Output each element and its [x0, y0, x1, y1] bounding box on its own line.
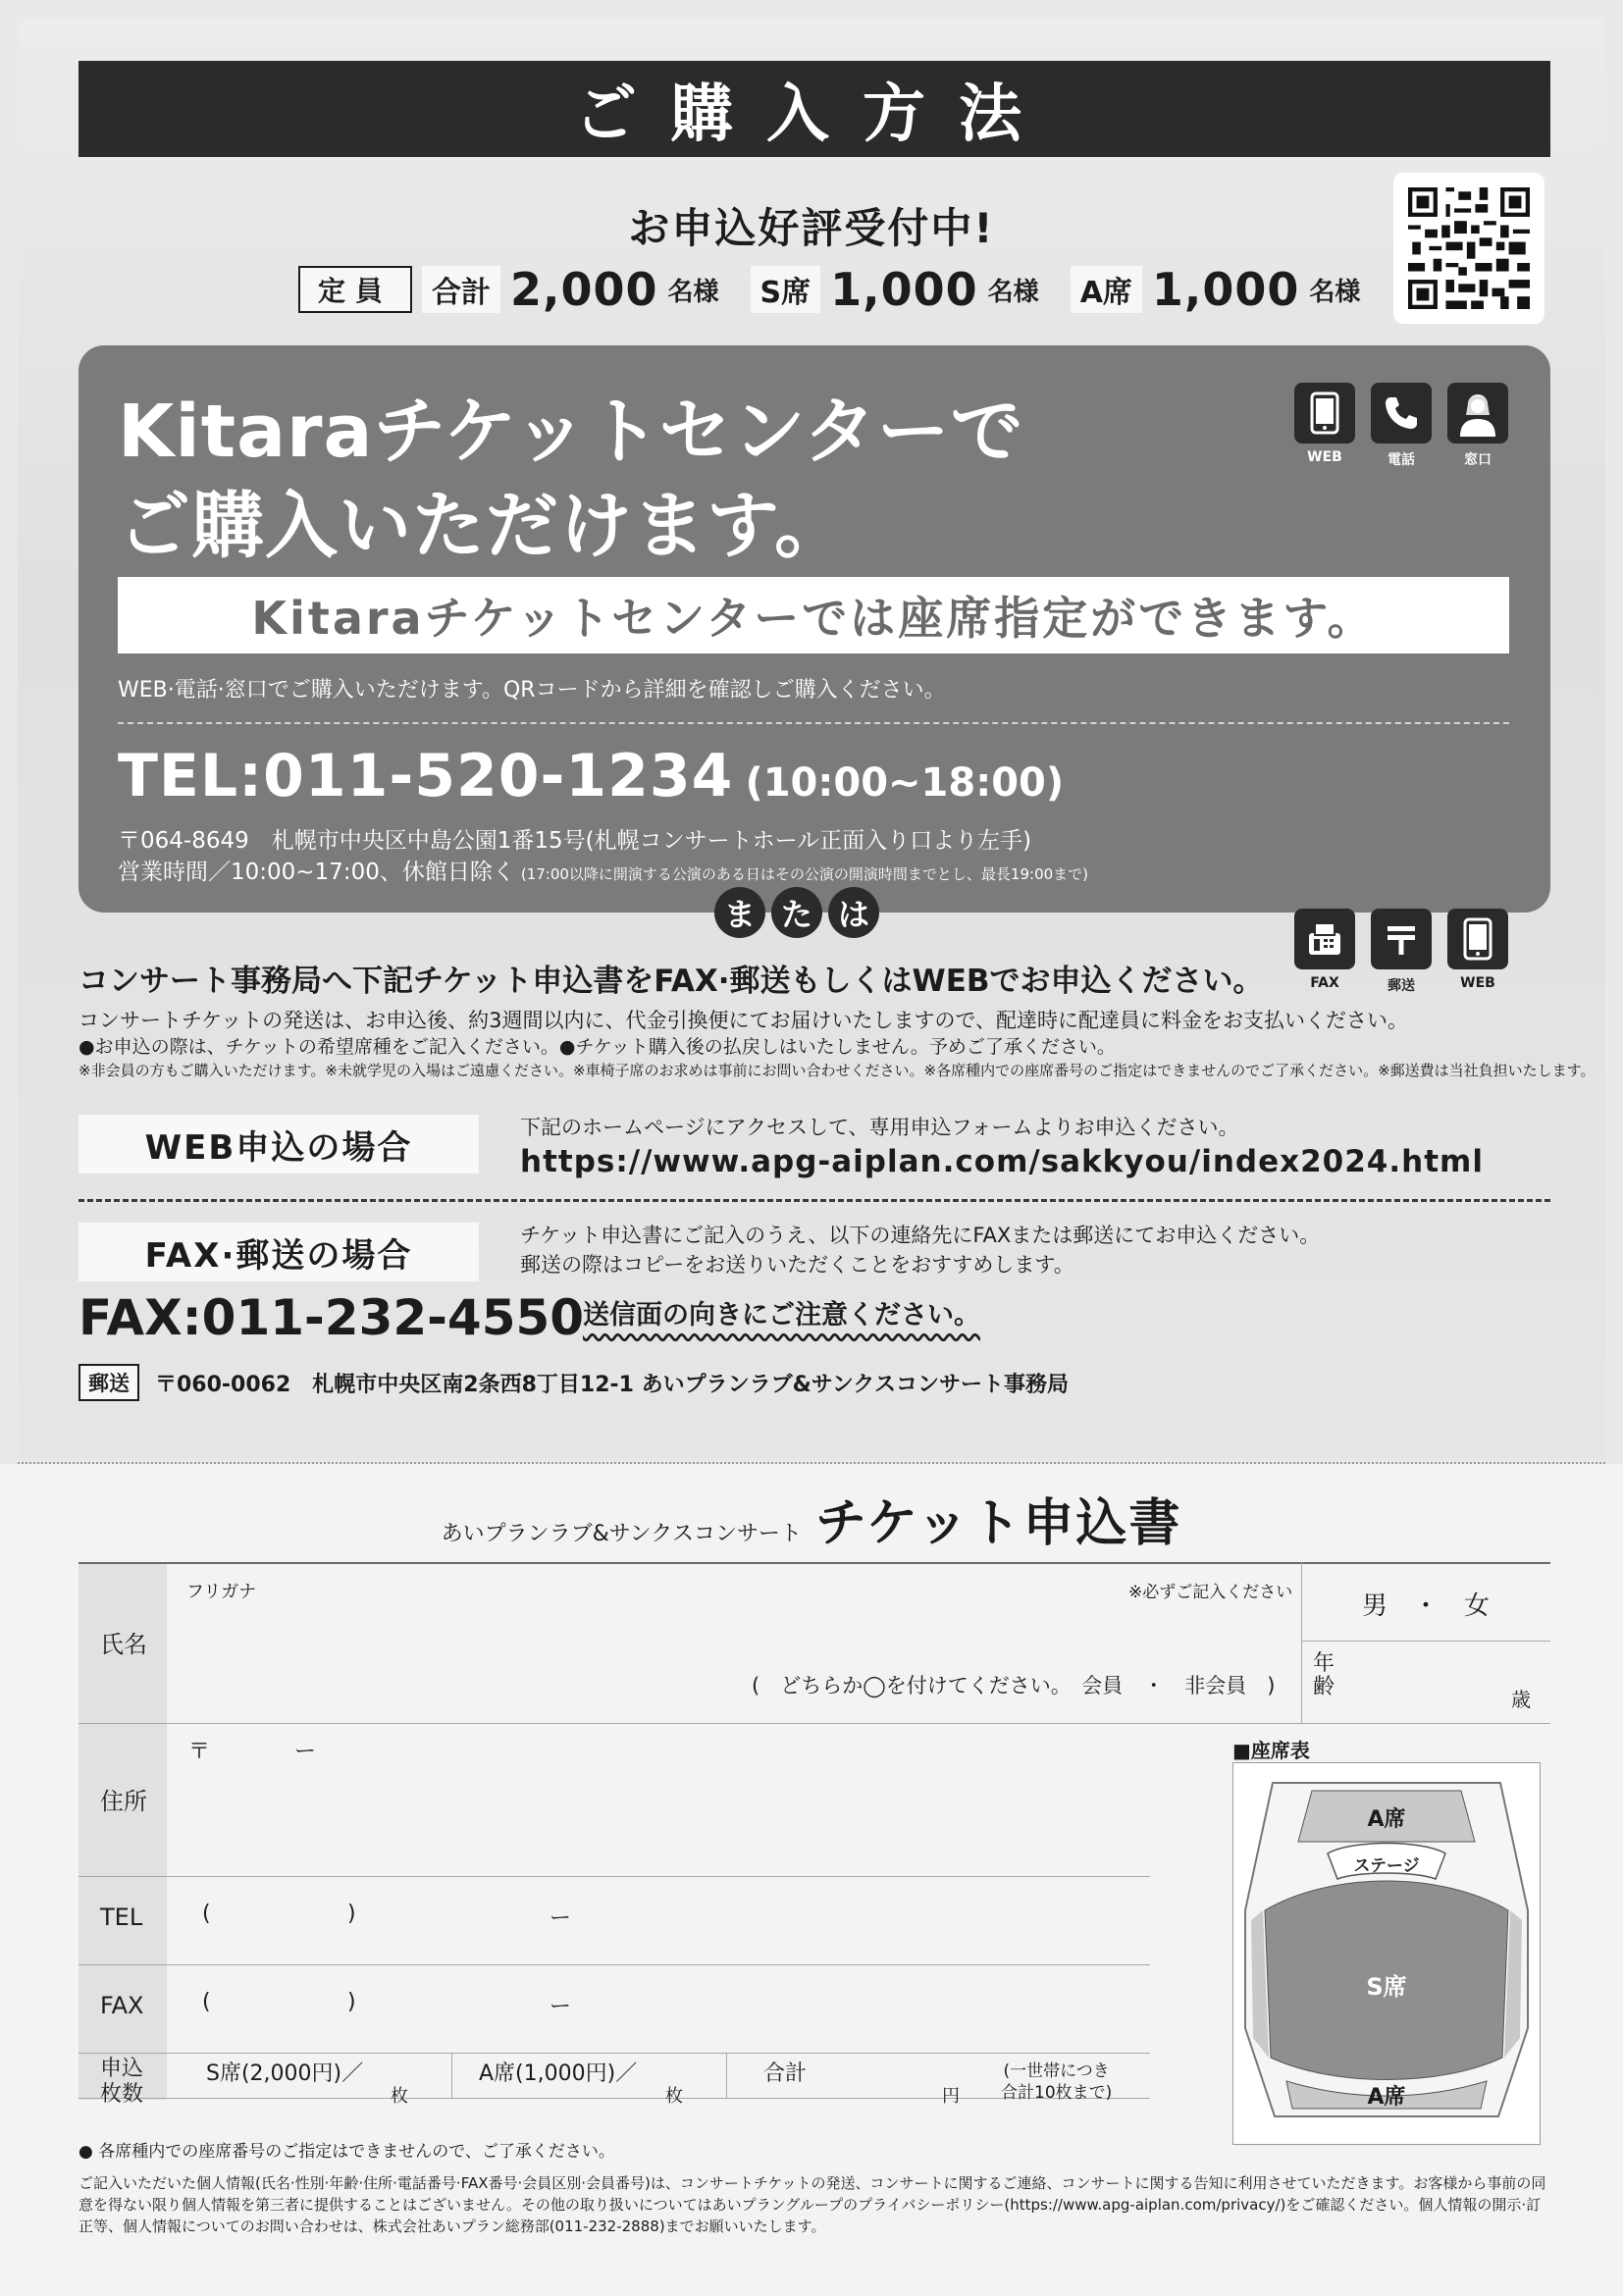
form-title: [0, 1482, 1623, 1555]
fax-mail-desc-line2: 郵送の際はコピーをお送りいただくことをおすすめします。: [520, 1253, 1074, 1277]
now-accepting-heading: お申込好評受付中!: [628, 204, 995, 252]
a-seat-quantity-field[interactable]: [479, 2082, 655, 2098]
fax-mail-apply-label: FAX·郵送の場合: [79, 1223, 479, 1281]
form-rule-vertical: [451, 2053, 452, 2098]
seat-selection-note: Kitaraチケットセンターでは座席指定ができます。: [118, 577, 1509, 653]
ticket-center-phone: [118, 742, 1064, 810]
phone-icon: [1371, 383, 1432, 444]
form-rule: [79, 1964, 1150, 1965]
qr-code-icon: [1408, 187, 1530, 309]
tel-label: TEL: [100, 1904, 143, 1931]
mail-tag: 郵送: [79, 1364, 139, 1401]
total-amount-label: 合計: [763, 2061, 808, 2086]
panel-divider: [118, 722, 1509, 724]
total-amount-unit: 円: [942, 2086, 960, 2107]
or-char: は: [828, 887, 879, 938]
fax-mail-desc-line1: チケット申込書にご記入のうえ、以下の連絡先にFAXまたは郵送にてお申込ください。: [520, 1224, 1321, 1247]
form-subtitle: あいプランラブ&サンクスコンサート: [441, 1522, 803, 1546]
seat-chart-label: ■座席表: [1232, 1739, 1310, 1762]
ticket-center-tel-hours: (10:00~18:00): [745, 760, 1065, 806]
form-rule: [79, 2098, 1150, 2099]
a-seat-value: 1,000: [1151, 263, 1300, 316]
fax-paren-open: (: [202, 1990, 211, 2014]
address-label: 住所: [100, 1788, 147, 1815]
tel-field[interactable]: [216, 1892, 1138, 1951]
web-apply-description: 下記のホームページにアクセスして、専用申込フォームよりお申込ください。: [520, 1116, 1239, 1139]
member-choice[interactable]: ( どちらか◯を付けてください。 会員 ・ 非会員 ): [752, 1674, 1276, 1697]
purchase-web: [1293, 383, 1356, 469]
a-seat-unit: 名様: [1309, 277, 1361, 307]
form-rule-vertical: [726, 2053, 727, 2098]
method-divider: [79, 1199, 1550, 1202]
s-seat-value: 1,000: [830, 263, 978, 316]
age-field[interactable]: [1354, 1656, 1501, 1711]
quantity-limit-note: (一世帯につき 合計10枚まで): [1001, 2061, 1113, 2103]
mail-address: 〒060-0062 札幌市中央区南2条西8丁目12-1 あいプランラブ&サンクスコンサート事務局: [155, 1372, 1070, 1397]
mail-address-row: [79, 1364, 1069, 1401]
office-apply-notes: ●お申込の際は、チケットの希望席種をご記入ください。●チケット購入後の払戻しはいたしません。予めご了承ください。: [79, 1036, 1116, 1058]
form-rule: [79, 2053, 1150, 2054]
tel-dash: ー: [550, 1906, 572, 1931]
qr-code[interactable]: [1393, 173, 1544, 324]
smartphone-icon: [1447, 909, 1508, 969]
apply-mail: [1370, 909, 1433, 995]
chart-a-seat-top: A席: [1367, 1807, 1406, 1832]
furigana-label: フリガナ: [186, 1582, 257, 1602]
total-unit: 名様: [667, 277, 719, 307]
clerk-icon: [1447, 383, 1508, 444]
s-seat-label: S席: [751, 266, 821, 313]
apply-fax: [1293, 909, 1356, 995]
apply-fax-caption: FAX: [1310, 975, 1339, 991]
seat-number-footnote: ● 各席種内での座席番号のご指定はできませんので、ご了承ください。: [79, 2142, 615, 2162]
a-seat-label: A席: [1071, 266, 1142, 313]
address-field[interactable]: [216, 1735, 1138, 1868]
ticket-center-address: 〒064-8649 札幌市中央区中島公園1番15号(札幌コンサートホール正面入り口より左手): [118, 828, 1032, 854]
quantity-label: 申込 枚数: [100, 2057, 144, 2107]
web-apply-label: WEB申込の場合: [79, 1115, 479, 1174]
a-seat-quantity-label: A席(1,000円)／: [479, 2061, 638, 2086]
a-seat-sheet-unit: 枚: [665, 2086, 683, 2107]
age-unit: 歳: [1511, 1688, 1531, 1711]
seat-chart-diagram: [1233, 1763, 1540, 2144]
form-rule-vertical: [1301, 1562, 1302, 1723]
web-apply-url[interactable]: https://www.apg-aiplan.com/sakkyou/index2024.html: [520, 1144, 1484, 1179]
required-note: ※必ずご記入ください: [1128, 1583, 1293, 1602]
tel-paren-open: (: [202, 1902, 211, 1926]
total-label: 合計: [422, 266, 500, 313]
kitara-title-line2: ご購入いただけます。: [118, 484, 849, 568]
office-apply-icons: [1293, 909, 1509, 995]
s-seat-quantity-field[interactable]: [206, 2082, 383, 2098]
office-apply-remarks: ※非会員の方もご購入いただけます。※未就学児の入場はご遠慮ください。※車椅子席のお求めは事前にお問い合わせください。※各席種内での座席番号のご指定はできませんのでご了承ください。※郵送費は当社負担いたします。: [79, 1062, 1596, 1079]
fax-number[interactable]: FAX:011-232-4550: [79, 1289, 585, 1346]
purchase-counter: [1446, 383, 1509, 469]
seat-chart: [1232, 1762, 1541, 2145]
form-rule: [79, 1562, 1550, 1564]
purchase-methods-note: WEB·電話·窓口でご購入いただけます。QRコードから詳細を確認しご購入ください。: [118, 678, 946, 703]
capacity-label: 定員: [298, 266, 412, 313]
postal-mark-icon: [1371, 909, 1432, 969]
fax-field[interactable]: [216, 1980, 1138, 2039]
chart-s-seat: S席: [1366, 1973, 1407, 2001]
name-label: 氏名: [100, 1631, 147, 1658]
fax-label: FAX: [100, 1992, 144, 2019]
smartphone-icon: [1294, 383, 1355, 444]
age-label: 年 齢: [1313, 1651, 1335, 1699]
form-rule: [1301, 1641, 1550, 1642]
apply-web: [1446, 909, 1509, 995]
fax-icon: [1294, 909, 1355, 969]
or-char: ま: [714, 887, 765, 938]
chart-a-seat-bottom: A席: [1367, 2085, 1406, 2110]
postal-dash: ー: [294, 1740, 317, 1764]
postal-mark: 〒: [188, 1740, 211, 1764]
s-seat-sheet-unit: 枚: [391, 2086, 408, 2107]
office-apply-heading: コンサート事務局へ下記チケット申込書をFAX·郵送もしくはWEBでお申込ください。: [79, 964, 1264, 999]
or-divider: [714, 887, 879, 938]
purchase-phone-caption: 電話: [1387, 452, 1415, 468]
fax-paren-close: ): [347, 1990, 356, 2014]
business-hours: 営業時間／10:00~17:00、休館日除く: [118, 860, 515, 885]
section-title: ご購入方法: [79, 61, 1550, 157]
purchase-phone: [1370, 383, 1433, 469]
ticket-center-tel[interactable]: TEL:011-520-1234: [118, 742, 734, 810]
total-value: 2,000: [510, 263, 658, 316]
form-rule: [1301, 1723, 1550, 1724]
chart-stage: ステージ: [1353, 1856, 1420, 1876]
form-rule: [79, 1876, 1150, 1877]
kitara-title: [118, 385, 1024, 573]
capacity-row: [298, 263, 1382, 316]
apply-mail-caption: 郵送: [1387, 978, 1415, 994]
s-seat-unit: 名様: [987, 277, 1039, 307]
purchase-web-caption: WEB: [1307, 449, 1342, 465]
kitara-ticket-center-panel: [79, 345, 1550, 913]
fax-mail-apply-description: [520, 1221, 1320, 1279]
cut-line: [18, 1462, 1605, 1464]
form-main-title: チケット申込書: [815, 1494, 1182, 1553]
office-apply-delivery-note: コンサートチケットの発送は、お申込後、約3週間以内に、代金引換便にてお届けいたしますので、配達時に配達員に料金をお支払いください。: [79, 1009, 1409, 1032]
name-field[interactable]: [186, 1601, 1285, 1660]
fax-caution: 送信面の向きにご注意ください。: [583, 1300, 980, 1331]
fax-dash: ー: [550, 1995, 572, 2019]
kitara-title-line1: Kitaraチケットセンターで: [118, 390, 1024, 474]
privacy-notice: ご記入いただいた個人情報(氏名·性別·年齢·住所·電話番号·FAX番号·会員区別·会員番号)は、コンサートチケットの発送、コンサートに関するご連絡、コンサートに関する告知に利用させていただきます。お客様から事前の同意を得ない限り個人情報を第三者に提供することはございません。その他の取り扱いについてはあいプラングループのプライバシーポリシー(https://www.apg-aiplan.com/privacy/)をご確認ください。個人情報の開示·訂正等、個人情報についてのお問い合わせは、株式会社あいプラン総務部(011-232-2888)までお願いいたします。: [79, 2174, 1546, 2235]
tel-paren-close: ): [347, 1902, 356, 1926]
apply-web-caption: WEB: [1460, 975, 1495, 991]
or-char: た: [771, 887, 822, 938]
ticket-center-hours: [118, 854, 1088, 886]
purchase-counter-caption: 窓口: [1464, 452, 1492, 468]
kitara-purchase-icons: [1293, 383, 1509, 469]
business-hours-note: (17:00以降に開演する公演のある日はその公演の開演時間までとし、最長19:00まで): [520, 865, 1089, 883]
s-seat-quantity-label: S席(2,000円)／: [206, 2061, 364, 2086]
total-amount-field[interactable]: [824, 2072, 932, 2098]
gender-choice[interactable]: 男 ・ 女: [1362, 1592, 1491, 1621]
